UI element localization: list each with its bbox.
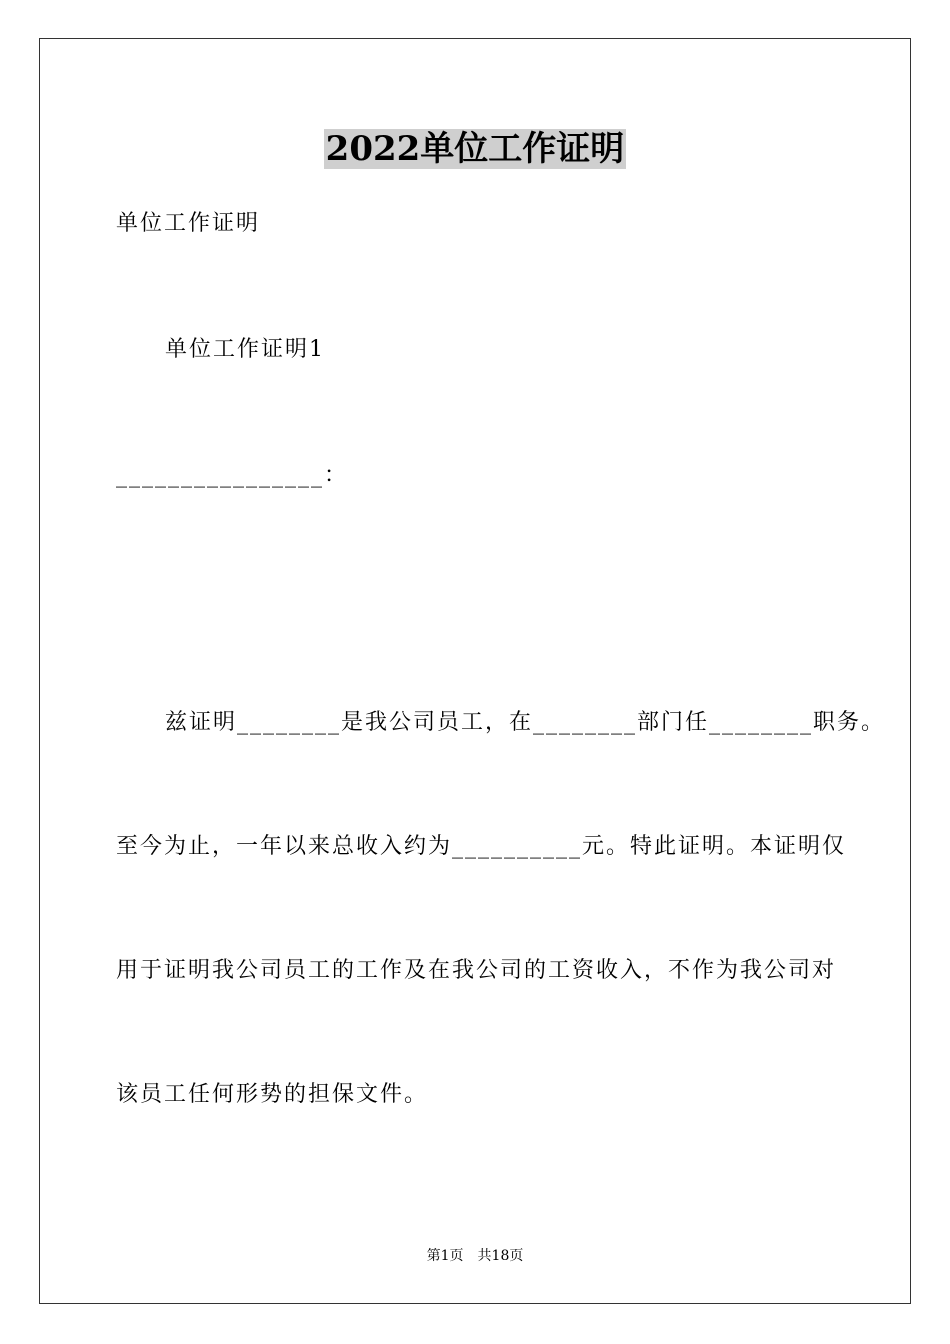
page-footer: 第1页 共18页 [426, 1248, 524, 1264]
document-title-text: 2022单位工作证明 [325, 129, 625, 169]
paragraph-line-3: 用于证明我公司员工的工作及在我公司的工资收入，不作为我公司对 [116, 958, 837, 983]
document-title [0, 128, 950, 170]
document-subtitle: 单位工作证明 [116, 211, 261, 236]
paragraph-line-2: 至今为止，一年以来总收入约为__________元。特此证明。本证明仅 [116, 834, 847, 859]
paragraph-line-4: 该员工任何形势的担保文件。 [116, 1082, 429, 1107]
section-heading: 单位工作证明1 [165, 337, 325, 362]
paragraph-line-1: 兹证明________是我公司员工，在________部门任________职务。 [165, 710, 886, 735]
salutation-blank: ________________： [116, 463, 349, 488]
